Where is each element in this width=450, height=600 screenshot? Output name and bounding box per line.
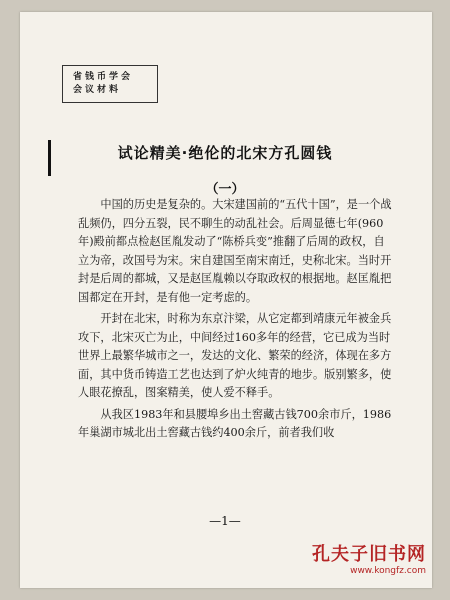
stamp-line-2: 会议材料 xyxy=(73,85,122,95)
page-number: —1— xyxy=(209,514,241,528)
document-title: 试论精美·绝伦的北宋方孔圆钱 xyxy=(117,144,333,162)
paragraph-2: 开封在北宋，时称为东京汴梁，从它定都到靖康元年被金兵攻下，北宋灭亡为止，中间经过160多年的经营，它已成为当时世界上最繁华城市之一，发达的文化、繁荣的经济，体现在多方面，其中货币铸造工艺也达到了炉火纯青的地步。版别繁多，使人眼花撩乱，图案精美，使人爱不释手。 xyxy=(78,312,392,399)
body-text xyxy=(78,196,392,443)
site-watermark xyxy=(312,540,426,576)
stamp-line-1: 省钱币学会 xyxy=(73,72,134,82)
paragraph-3: 从我区1983年和县腰埠乡出土窖藏古钱700余市斤，1986年巢湖市城北出土窖藏古钱约400余斤，前者我们收 xyxy=(78,407,392,439)
section-heading: （一） xyxy=(205,182,245,197)
paragraph-1: 中国的历史是复杂的。大宋建国前的“五代十国”，是一个战乱频仍，四分五裂，民不聊生的动乱社会。后周显德七年(960年)殿前都点检赵匡胤发动了“陈桥兵变”推翻了后周的政权，自立为帝，改国号为宋。宋自建国至南宋南迁，史称北宋。当时开封是后周的都城，又是赵匡胤赖以夺取政权的根据地。赵匡胤把国都定在开封，是有他一定考虑的。 xyxy=(78,198,392,304)
meeting-material-stamp xyxy=(62,65,158,103)
watermark-name: 孔夫子旧书网 xyxy=(312,544,426,565)
watermark-url: www.kongfz.com xyxy=(350,566,426,576)
